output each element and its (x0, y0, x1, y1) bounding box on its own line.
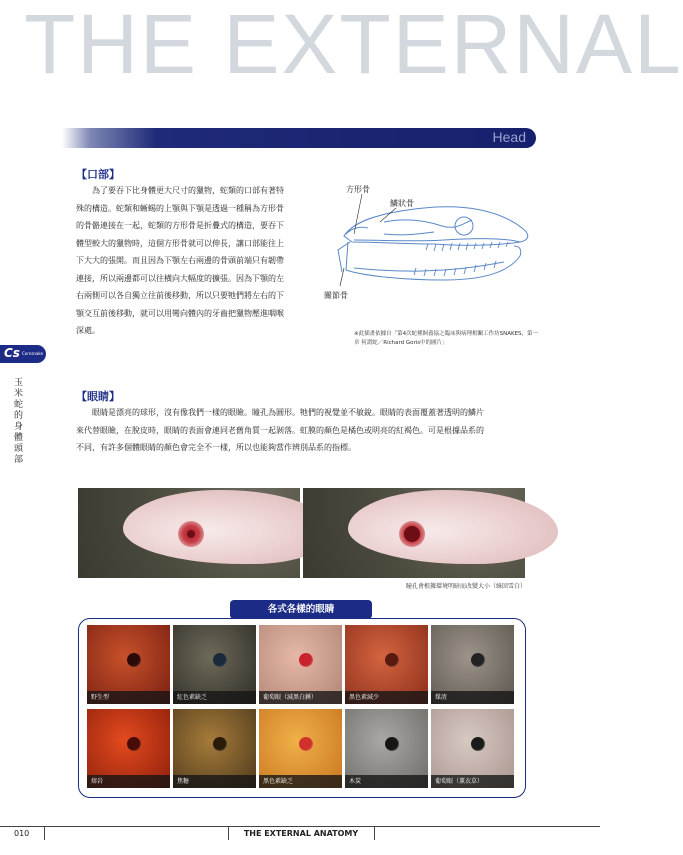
cornsnake-logo: Cs (4, 346, 20, 360)
page-big-title: THE EXTERNAL (24, 0, 683, 91)
gallery-tile-label: 野生型 (87, 691, 170, 704)
gallery-tile (173, 625, 256, 704)
footer-title: THE EXTERNAL ANATOMY (243, 829, 359, 838)
label-scale-bone: 鱗狀骨 (390, 199, 414, 208)
gallery-tile-label: 黑色素缺乏 (259, 775, 342, 788)
photo-caption: 瞳孔會根據環境明暗而改變大小（綠回雪白） (405, 583, 526, 590)
source-line-2: 章 何謂蛇／Richard Goris中的圖片」 (354, 340, 448, 346)
eyes-line-2: 來代替眼瞼，在脫皮時，眼睛的表面會連同老舊角質一起剝落。虹膜的顏色是橘色或明亮的紅褐色。可是根據品系的 (76, 425, 484, 435)
snake-eye-icon (127, 653, 141, 667)
eyes-line-1: 眼睛是漂亮的球形，沒有像我們一樣的眼瞼。瞳孔為圓形。牠們的視覺並不敏銳。眼睛的表面覆蓋著透明的鱗片 (92, 408, 484, 417)
mouth-line-9: 深處。 (76, 326, 100, 335)
mouth-line-3: 的骨骼連接在一起，蛇類的方形骨是折疊式的構造，要吞下 (76, 221, 284, 230)
mouth-line-6: 連接，所以兩邊都可以往橫向大幅度的擴張。因為下顎的左 (76, 273, 284, 283)
section-label: Head (492, 129, 526, 145)
gallery-tile-label: 黑色素減少 (345, 691, 428, 704)
snake-eye-icon (213, 653, 227, 667)
mouth-line-5: 下大大的張開。而且因為下顎左右兩邊的骨頭前端只有韌帶 (76, 256, 284, 265)
snake-eye-icon (213, 737, 227, 751)
eye-photo-right (303, 488, 525, 578)
eyes-line-3: 不同，有許多個體眼睛的顏色會完全不一樣，所以也能夠當作辨別品系的指標。 (76, 443, 356, 452)
gallery-tile (259, 625, 342, 704)
gallery-tile-label: 熔岩 (87, 775, 170, 788)
footer-separator-left (44, 826, 45, 840)
diagram-source-note (354, 330, 544, 348)
snake-eye-icon (299, 737, 313, 751)
footer-separator-mid (228, 826, 229, 840)
footer-rule (0, 826, 600, 827)
eyes-body-text (76, 404, 536, 457)
gallery-tile-label: 葡萄眼（薰衣草） (431, 775, 514, 788)
page-number: 010 (14, 829, 30, 838)
snake-eye-icon (471, 737, 485, 751)
mouth-line-8: 顎交互前後移動，就可以用彎向體內的牙齒把獵物壓進咽喉 (76, 308, 284, 318)
gallery-tile (345, 625, 428, 704)
gallery-tile (173, 709, 256, 788)
snake-eye-icon (385, 737, 399, 751)
snake-eye-icon (471, 653, 485, 667)
label-articular: 關節骨 (324, 291, 348, 300)
mouth-section-title: 【口部】 (76, 168, 120, 181)
eye-gallery-grid (87, 625, 517, 790)
gallery-tile (87, 709, 170, 788)
snake-eye-icon (385, 653, 399, 667)
mouth-line-2: 殊的構造。蛇類和蜥蜴的上顎與下顎是透過一種稱為方形骨 (76, 203, 284, 213)
snake-skull-diagram (324, 176, 536, 304)
gallery-tile (259, 709, 342, 788)
eye-photo-left (78, 488, 300, 578)
mouth-line-4: 體型較大的獵物時，這個方形骨就可以伸長，讓口部能往上 (76, 238, 284, 248)
label-quadrate: 方形骨 (346, 185, 370, 194)
gallery-tile-label: 煤渣 (431, 691, 514, 704)
section-header-bar (62, 128, 536, 148)
eyes-section-title: 【眼睛】 (76, 390, 120, 403)
snake-eye-icon (127, 737, 141, 751)
cornsnake-logo-mini: Cornsnake (22, 351, 44, 356)
gallery-tile (431, 625, 514, 704)
source-line-1: ※此插畫依據自「第4次蛇種飼養協之臨床與病理相關工作坊SNAKES，第一 (354, 331, 539, 337)
side-chapter-label: 玉米蛇的身體 頭部 (14, 378, 33, 465)
mouth-line-7: 右兩側可以各自獨立往前後移動，所以只要牠們將左右的下 (76, 291, 284, 300)
mouth-body-text (76, 182, 316, 340)
gallery-tile (87, 625, 170, 704)
gallery-tile-label: 葡萄眼（減黑白錘） (259, 691, 342, 704)
gallery-tile-label: 焦糖 (173, 775, 256, 788)
gallery-tile-label: 木炭 (345, 775, 428, 788)
snake-eye-icon (299, 653, 313, 667)
mouth-line-1: 為了要吞下比身體更大尺寸的獵物，蛇類的口部有著特 (92, 186, 284, 195)
gallery-tile (345, 709, 428, 788)
side-tab-logo (0, 345, 46, 363)
gallery-tile (431, 709, 514, 788)
gallery-tile-label: 紅色素缺乏 (173, 691, 256, 704)
gallery-title: 各式各樣的眼睛 (230, 600, 372, 619)
footer-separator-right (374, 826, 375, 840)
